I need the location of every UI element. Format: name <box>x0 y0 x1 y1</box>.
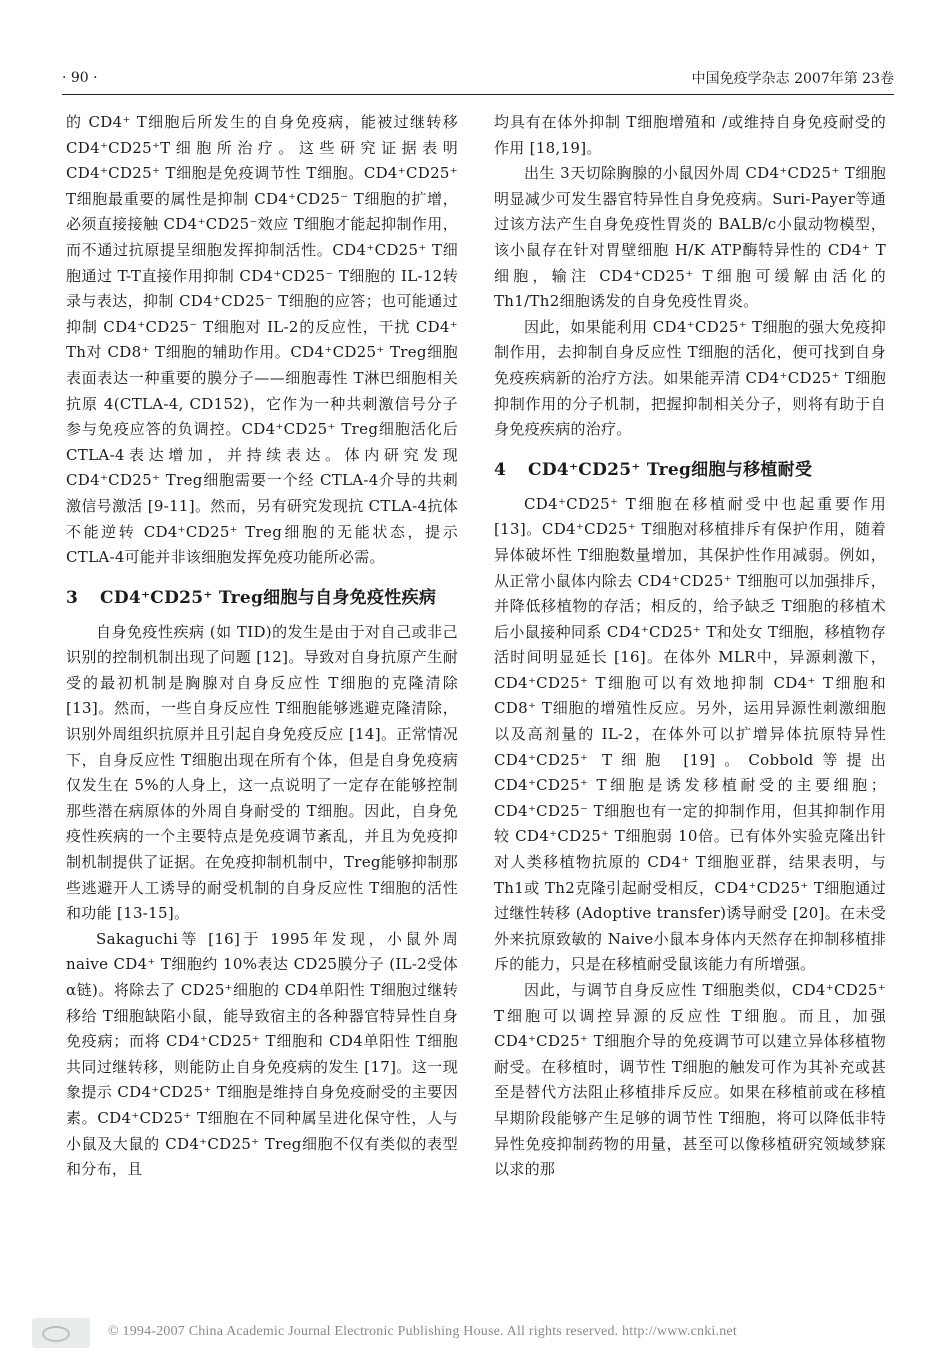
paragraph: 因此，与调节自身反应性 T细胞类似，CD4⁺CD25⁺ T细胞可以调控异源的反应性 T细胞。而且，加强 CD4⁺CD25⁺ T细胞介导的免疫调节可以建立异体移植物耐受。在移植时，调节性 T细胞的触发可作为其补充或甚至是替代方法阻止移植排斥反应。如果在移植前或在移植早期阶段能够产生足够的调节性 T细胞，将可以降低非特异性免疫抑制药物的用量，甚至可以像移植研究领域梦寐以求的那 <box>494 981 886 1179</box>
header-rule <box>62 94 894 95</box>
section-heading-4 <box>494 455 886 480</box>
paragraph: CD4⁺CD25⁺ T细胞在移植耐受中也起重要作用 [13]。CD4⁺CD25⁺ T细胞对移植排斥有保护作用，随着异体破坏性 T细胞数量增加，其保护性作用减弱。例如，从正常小鼠体内除去 CD4⁺CD25⁺ T细胞可以加强排斥，并降低移植物的存活；相反的，给予缺乏 T细胞的移植术后小鼠接种同系 CD4⁺CD25⁺ T和处女 T细胞，移植物存活时间明显延长 [16]。在体外 MLR中，异源刺激下，CD4⁺CD25⁺ T细胞可以有效地抑制 CD4⁺ T细胞和 CD8⁺ T细胞的增殖性反应。另外，运用异源性刺激细胞以及高剂量的 IL-2，在体外可以扩增异体抗原特异性 CD4⁺CD25⁺ T细胞 [19]。Cobbold等提出 CD4⁺CD25⁺ T细胞是诱发移植耐受的主要细胞；CD4⁺CD25⁻ T细胞也有一定的抑制作用，但其抑制作用较 CD4⁺CD25⁺ T细胞弱 10倍。已有体外实验克隆出针对人类移植物抗原的 CD4⁺ T细胞亚群，结果表明，与 Th1或 Th2克隆引起耐受相反，CD4⁺CD25⁺ T细胞通过过继性转移 (Adoptive transfer)诱导耐受 [20]。在未受外来抗原致敏的 Naive小鼠本身体内天然存在抑制移植排斥的能力，只是在移植耐受鼠该能力有所增强。 <box>494 494 886 974</box>
section-title: CD4⁺CD25⁺ Treg细胞与自身免疫性疾病 <box>100 587 437 608</box>
page-number: · 90 · <box>62 70 98 86</box>
copyright-text: © 1994-2007 China Academic Journal Electronic Publishing House. All rights reserved. http://www.cnki.net <box>108 1324 737 1339</box>
section-number: 4 <box>494 459 507 480</box>
paragraph: 的 CD4⁺ T细胞后所发生的自身免疫病，能被过继转移 CD4⁺CD25⁺T细胞所治疗。这些研究证据表明 CD4⁺CD25⁺ T细胞是免疫调节性 T细胞。CD4⁺CD25⁺ T细胞最重要的属性是抑制 CD4⁺CD25⁻ T细胞的扩增，必须直接接触 CD4⁺CD25⁻效应 T细胞才能起抑制作用，而不通过抗原提呈细胞发挥抑制活性。CD4⁺CD25⁺ T细胞通过 T-T直接作用抑制 CD4⁺CD25⁻ T细胞的 IL-12转录与表达，抑制 CD4⁺CD25⁻ T细胞的应答；也可能通过抑制 CD4⁺CD25⁻ T细胞对 IL-2的反应性，干扰 CD4⁺ Th对 CD8⁺ T细胞的辅助作用。CD4⁺CD25⁺ Treg细胞表面表达一种重要的膜分子——细胞毒性 T淋巴细胞相关抗原 4(CTLA-4, CD152)，它作为一种共刺激信号分子参与免疫应答的负调控。CD4⁺CD25⁺ Treg细胞活化后 CTLA-4表达增加，并持续表达。体内研究发现 CD4⁺CD25⁺ Treg细胞需要一个经 CTLA-4介导的共刺激信号激活 [9-11]。然而，另有研究发现抗 CTLA-4抗体不能逆转 CD4⁺CD25⁺ Treg细胞的无能状态，提示 CTLA-4可能并非该细胞发挥免疫功能所必需。 <box>66 113 458 567</box>
section-heading-3 <box>66 583 458 608</box>
footer <box>0 1318 950 1354</box>
section-title: CD4⁺CD25⁺ Treg细胞与移植耐受 <box>528 459 813 480</box>
cnki-logo-icon <box>32 1318 90 1348</box>
paragraph: 自身免疫性疾病 (如 TID)的发生是由于对自己或非己识别的控制机制出现了问题 [12]。导致对自身抗原产生耐受的最初机制是胸腺对自身反应性 T细胞的克隆清除 [13]。然而，一些自身反应性 T细胞能够逃避克隆清除，识别外周组织抗原并且引起自身免疫反应 [14]。正常情况下，自身反应性 T细胞出现在所有个体，但是自身免疫病仅发生在 5%的人身上，这一点说明了一定存在能够控制那些潜在病原体的外周自身耐受的 T细胞。因此，自身免疫性疾病的一个主要特点是免疫调节紊乱，并且为免疫抑制机制提供了证据。在免疫抑制机制中，Treg能够抑制那些逃避开人工诱导的耐受机制的自身反应性 T细胞的活性和功能 [13-15]。 <box>66 622 458 923</box>
section-number: 3 <box>66 587 79 608</box>
paragraph: Sakaguchi等 [16]于 1995年发现，小鼠外周 naive CD4⁺ T细胞约 10%表达 CD25膜分子 (IL-2受体 α链)。将除去了 CD25⁺细胞的 CD4单阳性 T细胞过继转移给 T细胞缺陷小鼠，能导致宿主的各种器官特异性自身免疫病；而将 CD4⁺CD25⁺ T细胞和 CD4单阳性 T细胞共同过继转移，则能防止自身免疫病的发生 [17]。这一现象提示 CD4⁺CD25⁺ T细胞是维持自身免疫耐受的主要因素。CD4⁺CD25⁺ T细胞在不同种属呈进化保守性，人与小鼠及大鼠的 CD4⁺CD25⁺ Treg细胞不仅有类似的表型和分布，且 <box>66 929 458 1179</box>
left-column <box>66 110 458 1183</box>
right-column <box>494 110 886 1183</box>
paragraph: 出生 3天切除胸腺的小鼠因外周 CD4⁺CD25⁺ T细胞明显减少可发生器官特异性自身免疫病。Suri-Payer等通过该方法产生自身免疫性胃炎的 BALB/c小鼠动物模型，该小鼠存在针对胃壁细胞 H/K ATP酶特异性的 CD4⁺ T细胞，输注 CD4⁺CD25⁺ T细胞可缓解由活化的 Th1/Th2细胞诱发的自身免疫性胃炎。 <box>494 164 886 311</box>
paragraph: 因此，如果能利用 CD4⁺CD25⁺ T细胞的强大免疫抑制作用，去抑制自身反应性 T细胞的活化，便可找到自身免疫疾病新的治疗方法。如果能弄清 CD4⁺CD25⁺ T细胞抑制作用的分子机制，把握抑制相关分子，则将有助于自身免疫疾病的治疗。 <box>494 317 886 439</box>
journal-title: 中国免疫学杂志 2007年第 23卷 <box>691 71 894 87</box>
paragraph: 均具有在体外抑制 T细胞增殖和 /或维持自身免疫耐受的作用 [18,19]。 <box>494 113 886 157</box>
